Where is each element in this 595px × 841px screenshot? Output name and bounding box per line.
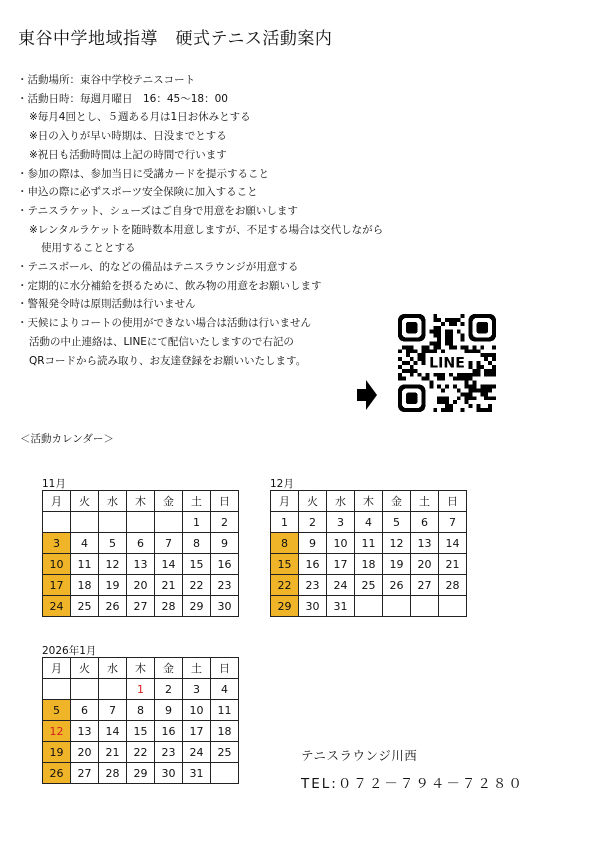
calendar-empty-cell bbox=[71, 679, 99, 700]
footer-tel: TEL:０７２－７９４－７２８０ bbox=[301, 776, 524, 792]
calendar-day: 30 bbox=[299, 596, 327, 617]
calendar-day: 21 bbox=[439, 554, 467, 575]
calendar-day: 8 bbox=[183, 533, 211, 554]
weekday-header: 月 bbox=[43, 491, 71, 512]
footer-name: テニスラウンジ川西 bbox=[301, 748, 418, 763]
calendar-day: 5 bbox=[99, 533, 127, 554]
note-line: QRコードから読み取り、お友達登録をお願いいたします。 bbox=[29, 354, 307, 367]
line-logo-text: LINE bbox=[429, 355, 465, 372]
note-line: ・天候によりコートの使用ができない場合は活動は行いません bbox=[17, 317, 311, 330]
calendar-day: 15 bbox=[271, 554, 299, 575]
calendar-day: 4 bbox=[71, 533, 99, 554]
weekday-header: 日 bbox=[439, 491, 467, 512]
calendar-day: 14 bbox=[439, 533, 467, 554]
calendar-day: 3 bbox=[183, 679, 211, 700]
calendar-day: 11 bbox=[71, 554, 99, 575]
calendar-empty-cell bbox=[71, 512, 99, 533]
calendar-day: 3 bbox=[327, 512, 355, 533]
calendar-day: 12 bbox=[383, 533, 411, 554]
calendar-day: 3 bbox=[43, 533, 71, 554]
note-line: ※日の入りが早い時期は、日没までとする bbox=[29, 130, 227, 143]
calendar-empty-cell bbox=[99, 679, 127, 700]
calendar-day: 20 bbox=[127, 575, 155, 596]
calendar-day: 24 bbox=[43, 596, 71, 617]
calendar-day: 18 bbox=[71, 575, 99, 596]
calendar-empty-cell bbox=[211, 763, 239, 784]
calendar-day: 26 bbox=[43, 763, 71, 784]
weekday-header: 土 bbox=[183, 491, 211, 512]
weekday-header: 水 bbox=[99, 491, 127, 512]
calendar-day: 1 bbox=[183, 512, 211, 533]
calendar-day: 17 bbox=[183, 721, 211, 742]
calendar-day: 21 bbox=[99, 742, 127, 763]
calendar-jan bbox=[42, 657, 239, 784]
weekday-header: 日 bbox=[211, 658, 239, 679]
weekday-header: 金 bbox=[155, 658, 183, 679]
page-title: 東谷中学地域指導 硬式テニス活動案内 bbox=[18, 29, 333, 49]
calendar-day: 2 bbox=[299, 512, 327, 533]
weekday-header: 金 bbox=[155, 491, 183, 512]
calendar-day: 23 bbox=[299, 575, 327, 596]
weekday-header: 月 bbox=[43, 658, 71, 679]
calendar-day: 14 bbox=[155, 554, 183, 575]
calendar-day: 12 bbox=[99, 554, 127, 575]
calendar-day: 26 bbox=[99, 596, 127, 617]
note-line: ・申込の際に必ずスポーツ安全保険に加入すること bbox=[17, 186, 258, 199]
note-line: ・参加の際は、参加当日に受講カードを提示すること bbox=[17, 167, 269, 180]
weekday-header: 土 bbox=[411, 491, 439, 512]
note-line: ・テニスボール、的などの備品はテニスラウンジが用意する bbox=[17, 261, 299, 274]
calendar-day: 29 bbox=[127, 763, 155, 784]
note-line: ※祝日も活動時間は上記の時間で行います bbox=[29, 148, 227, 161]
calendar-day: 8 bbox=[271, 533, 299, 554]
calendar-day: 6 bbox=[127, 533, 155, 554]
calendar-empty-cell bbox=[99, 512, 127, 533]
calendar-day: 29 bbox=[271, 596, 299, 617]
calendar-day: 23 bbox=[155, 742, 183, 763]
weekday-header: 水 bbox=[327, 491, 355, 512]
calendar-day: 20 bbox=[71, 742, 99, 763]
calendar-day: 10 bbox=[43, 554, 71, 575]
calendar-day: 11 bbox=[355, 533, 383, 554]
weekday-header: 土 bbox=[183, 658, 211, 679]
calendar-day: 24 bbox=[327, 575, 355, 596]
calendar-label-dec: 12月 bbox=[270, 478, 294, 490]
calendar-day: 28 bbox=[155, 596, 183, 617]
weekday-header: 金 bbox=[383, 491, 411, 512]
calendar-day: 27 bbox=[71, 763, 99, 784]
weekday-header: 火 bbox=[71, 658, 99, 679]
calendar-day: 20 bbox=[411, 554, 439, 575]
calendar-day: 24 bbox=[183, 742, 211, 763]
calendar-day: 9 bbox=[155, 700, 183, 721]
weekday-header: 水 bbox=[99, 658, 127, 679]
calendar-day: 27 bbox=[127, 596, 155, 617]
calendar-day: 21 bbox=[155, 575, 183, 596]
weekday-header: 木 bbox=[127, 658, 155, 679]
calendar-dec bbox=[270, 490, 467, 617]
calendar-day: 14 bbox=[99, 721, 127, 742]
calendar-day: 15 bbox=[183, 554, 211, 575]
note-line: ※レンタルラケットを随時数本用意しますが、不足する場合は交代しながら bbox=[29, 223, 384, 236]
notes-list bbox=[17, 71, 383, 370]
calendar-day: 25 bbox=[355, 575, 383, 596]
line-qr-code[interactable] bbox=[398, 314, 496, 412]
calendar-day: 7 bbox=[439, 512, 467, 533]
calendar-day: 25 bbox=[211, 742, 239, 763]
calendar-day: 8 bbox=[127, 700, 155, 721]
calendar-day: 31 bbox=[327, 596, 355, 617]
calendar-day: 19 bbox=[43, 742, 71, 763]
calendar-empty-cell bbox=[127, 512, 155, 533]
note-line: 活動の中止連絡は、LINEにて配信いたしますので右記の bbox=[29, 335, 294, 348]
calendar-label-nov: 11月 bbox=[42, 478, 66, 490]
calendar-day: 16 bbox=[299, 554, 327, 575]
calendar-label-jan: 2026年1月 bbox=[42, 645, 97, 657]
calendar-day: 17 bbox=[327, 554, 355, 575]
calendar-empty-cell bbox=[383, 596, 411, 617]
calendar-day: 5 bbox=[43, 700, 71, 721]
weekday-header: 火 bbox=[299, 491, 327, 512]
note-line: ・警報発令時は原則活動は行いません bbox=[17, 298, 196, 311]
calendar-day: 12 bbox=[43, 721, 71, 742]
note-line: ・テニスラケット、シューズはご自身で用意をお願いします bbox=[17, 204, 298, 217]
calendar-nov bbox=[42, 490, 239, 617]
calendar-day: 19 bbox=[99, 575, 127, 596]
calendar-day: 7 bbox=[99, 700, 127, 721]
calendar-day: 11 bbox=[211, 700, 239, 721]
calendar-heading: ＜活動カレンダー＞ bbox=[20, 433, 114, 445]
calendar-day: 2 bbox=[211, 512, 239, 533]
calendar-day: 9 bbox=[299, 533, 327, 554]
note-line: ・活動場所：東谷中学校テニスコート bbox=[17, 74, 196, 86]
calendar-day: 19 bbox=[383, 554, 411, 575]
calendar-day: 29 bbox=[183, 596, 211, 617]
arrow-right-icon bbox=[357, 380, 377, 410]
calendar-day: 25 bbox=[71, 596, 99, 617]
calendar-day: 9 bbox=[211, 533, 239, 554]
calendar-day: 4 bbox=[355, 512, 383, 533]
calendar-day: 10 bbox=[183, 700, 211, 721]
calendar-day: 27 bbox=[411, 575, 439, 596]
calendar-day: 7 bbox=[155, 533, 183, 554]
calendar-day: 4 bbox=[211, 679, 239, 700]
calendar-empty-cell bbox=[155, 512, 183, 533]
calendar-day: 18 bbox=[211, 721, 239, 742]
calendar-day: 2 bbox=[155, 679, 183, 700]
calendar-day: 16 bbox=[211, 554, 239, 575]
calendar-day: 15 bbox=[127, 721, 155, 742]
calendar-day: 1 bbox=[127, 679, 155, 700]
calendar-empty-cell bbox=[411, 596, 439, 617]
note-line: ※毎月4回とし、５週ある月は1日お休みとする bbox=[29, 111, 251, 124]
calendar-day: 30 bbox=[211, 596, 239, 617]
weekday-header: 木 bbox=[127, 491, 155, 512]
calendar-empty-cell bbox=[355, 596, 383, 617]
calendar-day: 22 bbox=[271, 575, 299, 596]
calendar-day: 28 bbox=[439, 575, 467, 596]
weekday-header: 木 bbox=[355, 491, 383, 512]
weekday-header: 月 bbox=[271, 491, 299, 512]
calendar-day: 22 bbox=[183, 575, 211, 596]
calendar-day: 16 bbox=[155, 721, 183, 742]
calendar-empty-cell bbox=[43, 679, 71, 700]
note-line: 使用することとする bbox=[41, 242, 136, 255]
calendar-empty-cell bbox=[43, 512, 71, 533]
calendar-day: 13 bbox=[127, 554, 155, 575]
calendar-day: 26 bbox=[383, 575, 411, 596]
note-line: ・定期的に水分補給を摂るために、飲み物の用意をお願いします bbox=[17, 279, 322, 292]
calendar-day: 31 bbox=[183, 763, 211, 784]
calendar-day: 13 bbox=[71, 721, 99, 742]
calendar-empty-cell bbox=[439, 596, 467, 617]
calendar-day: 28 bbox=[99, 763, 127, 784]
calendar-day: 1 bbox=[271, 512, 299, 533]
note-line: ・活動日時：毎週月曜日 16：45〜18：00 bbox=[17, 92, 228, 105]
calendar-day: 6 bbox=[411, 512, 439, 533]
calendar-day: 23 bbox=[211, 575, 239, 596]
calendar-day: 6 bbox=[71, 700, 99, 721]
calendar-day: 30 bbox=[155, 763, 183, 784]
calendar-day: 17 bbox=[43, 575, 71, 596]
weekday-header: 火 bbox=[71, 491, 99, 512]
calendar-day: 18 bbox=[355, 554, 383, 575]
calendar-day: 13 bbox=[411, 533, 439, 554]
calendar-day: 22 bbox=[127, 742, 155, 763]
calendar-day: 10 bbox=[327, 533, 355, 554]
weekday-header: 日 bbox=[211, 491, 239, 512]
calendar-day: 5 bbox=[383, 512, 411, 533]
